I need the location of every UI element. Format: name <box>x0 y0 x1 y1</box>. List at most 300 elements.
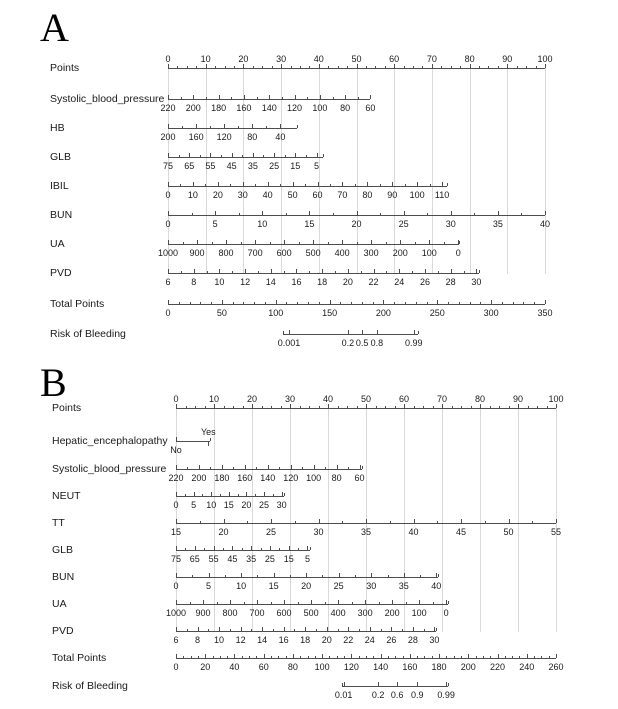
axis-minor-tick <box>238 494 239 497</box>
axis-minor-tick <box>388 656 389 659</box>
axis-tick <box>271 519 272 523</box>
tick-label: 60 <box>389 54 400 64</box>
axis-minor-tick <box>204 548 205 551</box>
tick-label: 25 <box>265 527 277 537</box>
tick-label: 100 <box>306 473 322 483</box>
axis-tick <box>209 573 210 577</box>
axis-minor-tick <box>300 406 301 409</box>
tick-label: 26 <box>386 635 397 645</box>
tick-label: 30 <box>429 635 440 645</box>
axis-tick <box>198 627 199 631</box>
axis-tick <box>319 519 320 523</box>
tick-label: 40 <box>275 132 286 142</box>
axis-tick <box>337 465 338 469</box>
axis-tick <box>397 682 398 686</box>
tick-label: 30 <box>276 54 287 64</box>
axis-tick <box>311 600 312 604</box>
tick-label: 160 <box>188 132 204 142</box>
axis-tick <box>360 465 361 469</box>
tick-label: 0 <box>165 54 171 64</box>
tick-label: 80 <box>331 473 342 483</box>
axis-minor-tick <box>402 629 403 632</box>
tick-label: 0.9 <box>411 690 424 700</box>
tick-label: 55 <box>550 527 562 537</box>
axis-tick <box>264 654 265 658</box>
axis-endcap <box>362 466 363 469</box>
tick-label: 800 <box>222 608 238 618</box>
tick-label: 0 <box>165 308 171 318</box>
axis-minor-tick <box>295 521 296 524</box>
axis-minor-tick <box>471 406 472 409</box>
axis-row-label: TT <box>52 517 65 529</box>
tick-label: 60 <box>312 190 323 200</box>
axis-row-label: HB <box>50 122 65 134</box>
tick-label: 50 <box>503 527 514 537</box>
axis-minor-tick <box>355 575 356 578</box>
tick-label: 200 <box>392 248 408 258</box>
axis-minor-tick <box>414 406 415 409</box>
axis-minor-tick <box>244 602 245 605</box>
axis-tick <box>328 404 329 408</box>
axis-minor-tick <box>379 602 380 605</box>
tick-label: 60 <box>398 394 410 404</box>
axis-line <box>176 604 448 605</box>
axis-minor-tick <box>255 494 256 497</box>
axis-tick <box>274 573 275 577</box>
axis-minor-tick <box>347 406 348 409</box>
axis-minor-tick <box>433 406 434 409</box>
tick-label: 70 <box>337 190 348 200</box>
tick-label: 220 <box>160 103 176 113</box>
axis-tick <box>370 627 371 631</box>
axis-minor-tick <box>279 467 280 470</box>
tick-label: 30 <box>445 219 456 229</box>
tick-label: 10 <box>206 500 217 510</box>
tick-label: 250 <box>429 308 445 318</box>
axis-minor-tick <box>309 406 310 409</box>
axis-tick <box>246 492 247 496</box>
axis-endcap <box>436 628 437 631</box>
axis-minor-tick <box>247 521 248 524</box>
axis-minor-tick <box>325 467 326 470</box>
axis-line <box>176 496 284 497</box>
tick-label: 100 <box>409 190 425 200</box>
axis-endcap <box>342 683 343 686</box>
tick-label: 200 <box>460 662 476 672</box>
axis-tick <box>176 519 177 523</box>
axis-minor-tick <box>390 521 391 524</box>
axis-minor-tick <box>417 656 418 659</box>
tick-label: 0 <box>173 394 179 404</box>
axis-minor-tick <box>202 494 203 497</box>
axis-minor-tick <box>298 602 299 605</box>
axis-tick <box>518 404 519 408</box>
axis-minor-tick <box>322 575 323 578</box>
tick-label: 50 <box>351 54 362 64</box>
tick-label: 20 <box>301 581 312 591</box>
axis-endcap <box>438 574 439 577</box>
tick-label: 180 <box>214 473 230 483</box>
tick-label: 35 <box>398 581 409 591</box>
axis-tick <box>291 465 292 469</box>
axis-line <box>176 550 310 551</box>
axis-minor-tick <box>532 521 533 524</box>
axis-minor-tick <box>261 548 262 551</box>
tick-label: 40 <box>313 54 324 64</box>
tick-label: 100 <box>421 248 437 258</box>
tick-label: 18 <box>317 277 328 287</box>
axis-minor-tick <box>286 656 287 659</box>
axis-minor-tick <box>242 656 243 659</box>
tick-label: 600 <box>276 248 292 258</box>
axis-minor-tick <box>359 656 360 659</box>
axis-minor-tick <box>281 406 282 409</box>
axis-tick <box>339 573 340 577</box>
axis-minor-tick <box>432 656 433 659</box>
axis-tick <box>203 600 204 604</box>
axis-minor-tick <box>406 602 407 605</box>
axis-tick <box>229 492 230 496</box>
axis-minor-tick <box>476 656 477 659</box>
axis-tick <box>322 654 323 658</box>
axis-row-label: UA <box>50 238 65 250</box>
tick-label: 10 <box>214 635 225 645</box>
tick-label: 35 <box>360 527 372 537</box>
axis-tick <box>381 654 382 658</box>
axis-minor-tick <box>423 406 424 409</box>
tick-label: 80 <box>464 54 475 64</box>
tick-label: 0.01 <box>334 690 353 700</box>
tick-label: 20 <box>212 190 223 200</box>
tick-label: 20 <box>342 277 353 287</box>
axis-minor-tick <box>519 656 520 659</box>
axis-minor-tick <box>528 406 529 409</box>
axis-tick <box>371 573 372 577</box>
tick-label: 25 <box>259 500 270 510</box>
tick-label: 160 <box>237 473 253 483</box>
axis-tick <box>366 404 367 408</box>
axis-tick <box>214 546 215 550</box>
tick-label: 15 <box>170 527 182 537</box>
axis-minor-tick <box>490 406 491 409</box>
axis-tick <box>219 627 220 631</box>
tick-label: 220 <box>168 473 184 483</box>
axis-minor-tick <box>262 406 263 409</box>
tick-label: 5 <box>304 554 310 564</box>
axis-minor-tick <box>549 656 550 659</box>
axis-minor-tick <box>273 629 274 632</box>
tick-label: 700 <box>247 248 263 258</box>
tick-label: 100 <box>268 308 284 318</box>
tick-label: 10 <box>214 277 225 287</box>
tick-label: 150 <box>322 308 338 318</box>
axis-row-label: Risk of Bleeding <box>50 328 126 340</box>
axis-minor-tick <box>420 575 421 578</box>
tick-label: 100 <box>312 103 328 113</box>
tick-label: 25 <box>264 554 275 564</box>
axis-tick <box>270 546 271 550</box>
tick-label: 5 <box>314 161 320 171</box>
tick-label: 30 <box>366 581 377 591</box>
axis-minor-tick <box>424 629 425 632</box>
axis-minor-tick <box>424 656 425 659</box>
axis-endcap <box>448 683 449 686</box>
tick-label: 0 <box>165 190 171 200</box>
axis-tick <box>176 600 177 604</box>
axis-minor-tick <box>300 656 301 659</box>
axis-minor-tick <box>395 406 396 409</box>
axis-row-label: PVD <box>52 625 74 637</box>
axis-minor-tick <box>359 629 360 632</box>
axis-tick <box>282 492 283 496</box>
axis-minor-tick <box>319 406 320 409</box>
axis-minor-tick <box>325 602 326 605</box>
tick-label: 100 <box>548 394 564 404</box>
tick-label: 600 <box>276 608 292 618</box>
axis-minor-tick <box>537 406 538 409</box>
axis-minor-tick <box>271 406 272 409</box>
tick-label: 20 <box>246 394 258 404</box>
tick-label: 45 <box>455 527 467 537</box>
axis-minor-tick <box>348 467 349 470</box>
axis-row-label: Systolic_blood_pressure <box>50 93 165 105</box>
panel-letter: A <box>40 5 69 50</box>
axis-minor-tick <box>273 494 274 497</box>
tick-label: 60 <box>365 103 376 113</box>
axis-line <box>176 523 556 524</box>
axis-minor-tick <box>210 467 211 470</box>
axis-tick <box>417 682 418 686</box>
tick-label: 35 <box>246 554 257 564</box>
axis-minor-tick <box>192 575 193 578</box>
tick-label: 12 <box>240 277 251 287</box>
axis-tick <box>404 573 405 577</box>
tick-label: 40 <box>322 394 334 404</box>
tick-label: 20 <box>218 527 229 537</box>
axis-minor-tick <box>298 548 299 551</box>
axis-endcap <box>210 438 211 441</box>
tick-label: 700 <box>249 608 265 618</box>
axis-minor-tick <box>308 656 309 659</box>
axis-tick <box>351 654 352 658</box>
axis-tick <box>176 437 177 441</box>
tick-label: 90 <box>502 54 513 64</box>
axis-minor-tick <box>256 656 257 659</box>
tick-label: 45 <box>226 161 237 171</box>
axis-tick <box>391 627 392 631</box>
axis-minor-tick <box>205 406 206 409</box>
tick-label: 500 <box>305 248 321 258</box>
gridline <box>290 408 291 632</box>
axis-minor-tick <box>452 406 453 409</box>
axis-tick <box>208 442 209 446</box>
axis-tick <box>498 654 499 658</box>
tick-label: 20 <box>200 662 211 672</box>
tick-label: 0.2 <box>341 338 355 348</box>
axis-minor-tick <box>366 656 367 659</box>
axis-row-label: BUN <box>52 571 75 583</box>
axis-line <box>176 658 556 659</box>
tick-label: 18 <box>300 635 311 645</box>
tick-label: 50 <box>287 190 298 200</box>
axis-row-label: BUN <box>50 209 73 221</box>
tick-label: 0 <box>165 219 171 229</box>
tick-label: 120 <box>287 103 303 113</box>
tick-label: 25 <box>333 581 344 591</box>
axis-tick <box>284 627 285 631</box>
axis-minor-tick <box>337 656 338 659</box>
axis-tick <box>410 654 411 658</box>
tick-label: 26 <box>419 277 431 287</box>
axis-line <box>176 408 556 409</box>
axis-tick <box>306 573 307 577</box>
tick-label: 28 <box>407 635 418 645</box>
axis-tick <box>419 600 420 604</box>
axis-tick <box>338 600 339 604</box>
axis-tick <box>222 465 223 469</box>
axis-minor-tick <box>191 656 192 659</box>
tick-label: 45 <box>227 554 238 564</box>
tick-label: 400 <box>334 248 350 258</box>
axis-minor-tick <box>499 406 500 409</box>
tick-label: 15 <box>223 500 234 510</box>
tick-label: 200 <box>191 473 207 483</box>
gridline <box>404 408 405 632</box>
tick-label: 120 <box>343 662 359 672</box>
tick-label: 6 <box>165 277 171 287</box>
axis-minor-tick <box>187 629 188 632</box>
axis-minor-tick <box>249 656 250 659</box>
axis-row-label: UA <box>52 598 67 610</box>
tick-label: 40 <box>229 662 240 672</box>
tick-label: 260 <box>548 662 564 672</box>
axis-minor-tick <box>220 494 221 497</box>
axis-minor-tick <box>338 406 339 409</box>
tick-label: 0.99 <box>405 338 423 348</box>
axis-minor-tick <box>233 406 234 409</box>
tick-label: 5 <box>191 500 197 510</box>
tick-label: 900 <box>189 248 205 258</box>
axis-minor-tick <box>316 629 317 632</box>
axis-minor-tick <box>208 629 209 632</box>
axis-tick <box>378 682 379 686</box>
axis-minor-tick <box>541 656 542 659</box>
tick-label: 14 <box>257 635 268 645</box>
axis-tick <box>176 546 177 550</box>
tick-label: 900 <box>195 608 211 618</box>
axis-tick <box>413 627 414 631</box>
axis-minor-tick <box>461 406 462 409</box>
tick-label: 0.6 <box>390 690 404 700</box>
axis-minor-tick <box>490 656 491 659</box>
tick-label: 15 <box>304 219 315 229</box>
tick-label: 6 <box>173 635 179 645</box>
tick-label: 16 <box>278 635 289 645</box>
tick-label: 8 <box>195 635 201 645</box>
axis-minor-tick <box>357 406 358 409</box>
tick-label: 24 <box>364 635 375 645</box>
axis-minor-tick <box>290 575 291 578</box>
tick-label: 90 <box>512 394 524 404</box>
axis-tick <box>366 519 367 523</box>
tick-label: 15 <box>268 581 279 591</box>
tick-label: 500 <box>303 608 319 618</box>
tick-label: 120 <box>216 132 232 142</box>
tick-label: 200 <box>375 308 391 318</box>
axis-minor-tick <box>395 656 396 659</box>
axis-minor-tick <box>213 656 214 659</box>
axis-endcap <box>284 493 285 496</box>
tick-label: 120 <box>283 473 299 483</box>
tick-label: 15 <box>283 554 294 564</box>
tick-label: 28 <box>445 277 456 287</box>
axis-tick <box>251 546 252 550</box>
axis-tick <box>556 519 557 523</box>
axis-minor-tick <box>257 575 258 578</box>
tick-label: 800 <box>218 248 234 258</box>
tick-label: 0 <box>443 608 449 618</box>
axis-tick <box>314 465 315 469</box>
tick-label: 1000 <box>157 248 179 258</box>
axis-minor-tick <box>294 629 295 632</box>
axis-minor-tick <box>329 656 330 659</box>
axis-tick <box>307 546 308 550</box>
axis-tick <box>176 404 177 408</box>
axis-minor-tick <box>509 406 510 409</box>
tick-label: 300 <box>357 608 373 618</box>
axis-tick <box>414 519 415 523</box>
tick-label: 0.8 <box>370 338 384 348</box>
axis-minor-tick <box>224 406 225 409</box>
tick-label: 55 <box>205 161 216 171</box>
axis-tick <box>211 492 212 496</box>
axis-minor-tick <box>385 406 386 409</box>
axis-minor-tick <box>185 548 186 551</box>
axis-minor-tick <box>437 521 438 524</box>
axis-tick <box>257 600 258 604</box>
tick-label: 180 <box>211 103 227 113</box>
axis-minor-tick <box>433 602 434 605</box>
axis-minor-tick <box>225 575 226 578</box>
tick-label: 400 <box>330 608 346 618</box>
tick-label: 16 <box>291 277 302 287</box>
tick-label: 350 <box>537 308 553 318</box>
tick-label: 160 <box>402 662 418 672</box>
tick-label: 75 <box>170 554 182 564</box>
tick-label: 0.99 <box>437 690 455 700</box>
axis-minor-tick <box>251 629 252 632</box>
tick-label: 70 <box>436 394 448 404</box>
tick-label: 220 <box>490 662 506 672</box>
axis-tick <box>556 404 557 408</box>
axis-row-label: GLB <box>52 544 74 556</box>
axis-tick <box>468 654 469 658</box>
axis-endcap <box>448 601 449 604</box>
axis-tick <box>289 546 290 550</box>
axis-minor-tick <box>271 602 272 605</box>
tick-label: 90 <box>387 190 398 200</box>
tick-label: 1000 <box>165 608 187 618</box>
tick-label: 25 <box>398 219 409 229</box>
axis-minor-tick <box>185 494 186 497</box>
tick-label: 24 <box>394 277 405 287</box>
tick-label: 10 <box>208 394 220 404</box>
tick-label: 10 <box>236 581 247 591</box>
tick-label: 100 <box>411 608 427 618</box>
axis-line <box>176 469 362 470</box>
gridline <box>328 408 329 632</box>
axis-row-label: Total Points <box>52 652 107 664</box>
